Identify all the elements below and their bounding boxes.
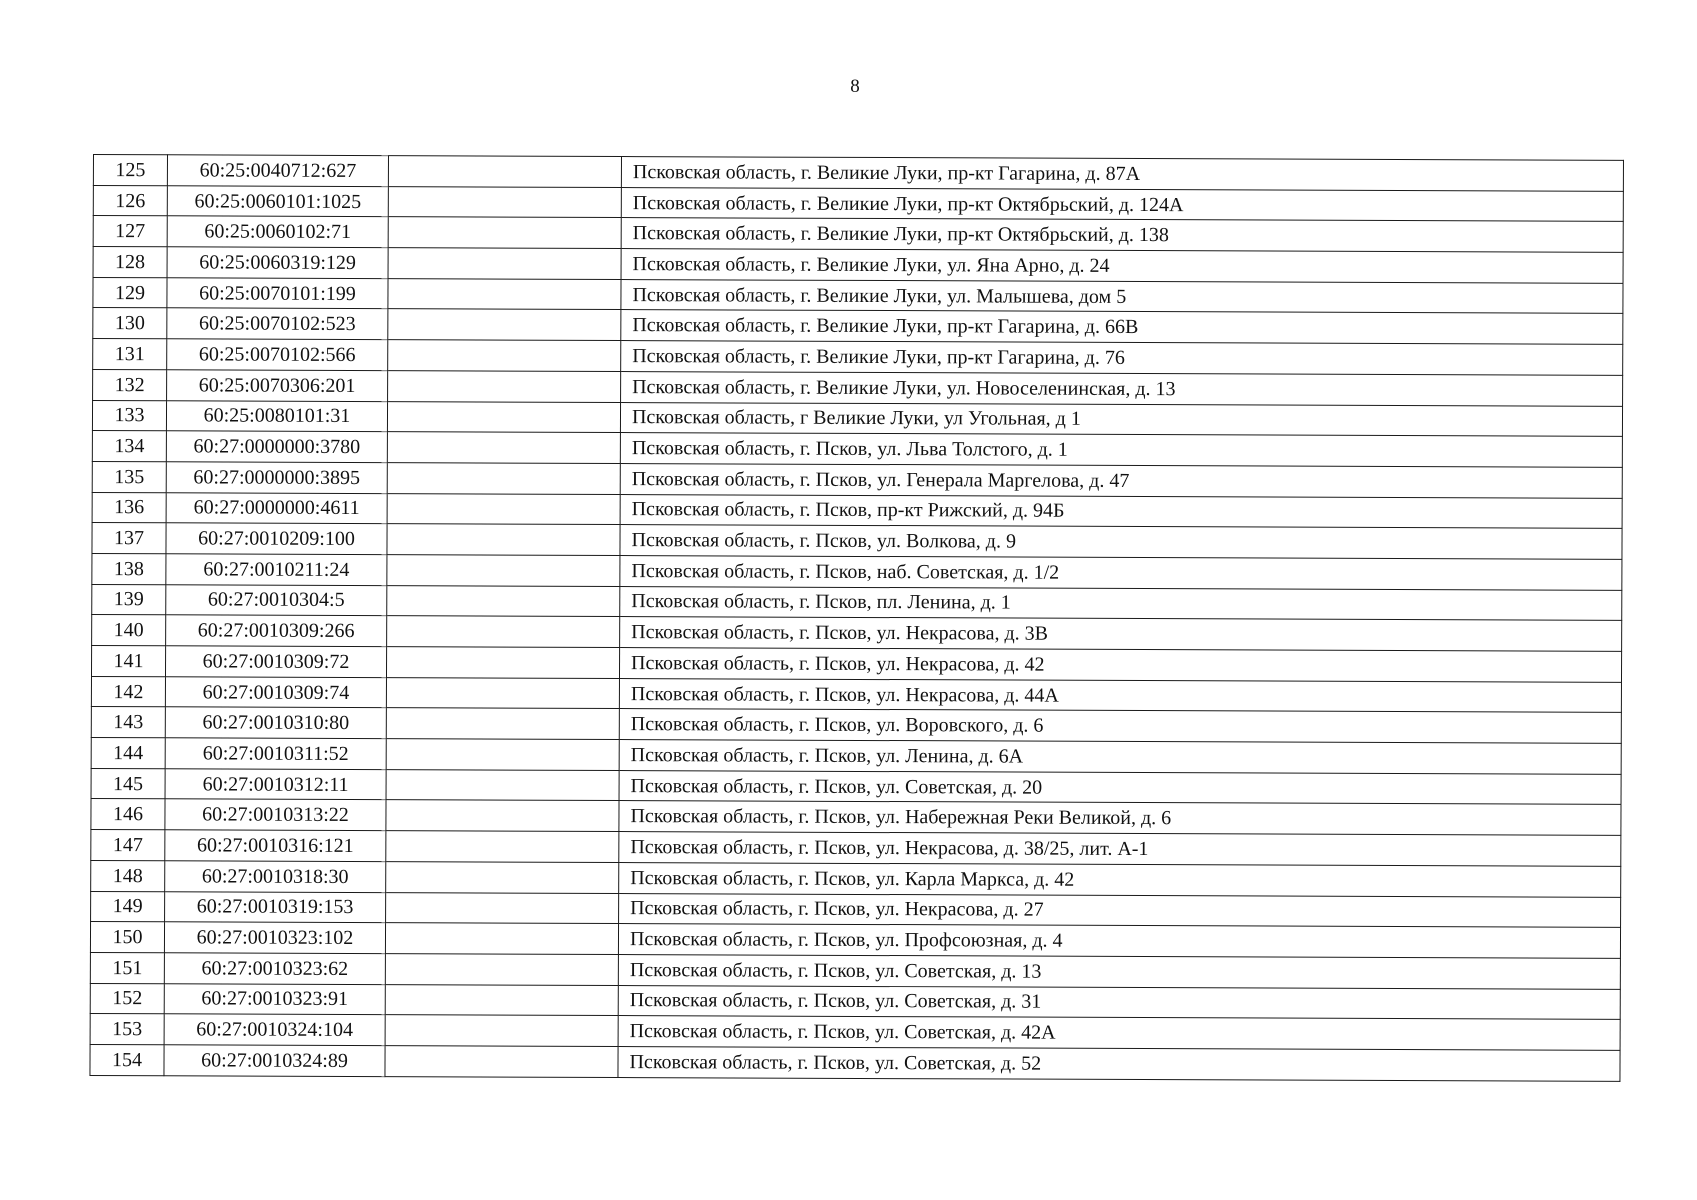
address-cell: Псковская область, г. Великие Луки, ул. Яна Арно, д. 24 [621, 249, 1623, 284]
row-number-cell: 132 [93, 369, 167, 400]
row-number-cell: 139 [92, 584, 166, 615]
empty-cell [387, 555, 620, 587]
address-cell: Псковская область, г. Псков, ул. Генерала Маргелова, д. 47 [620, 463, 1622, 498]
page-number: 8 [850, 76, 860, 97]
empty-cell [386, 800, 619, 832]
empty-cell [387, 585, 620, 617]
address-cell: Псковская область, г. Псков, ул. Советская, д. 42А [618, 1016, 1620, 1051]
cadastral-number-cell: 60:27:0010324:104 [164, 1014, 385, 1046]
row-number-cell: 146 [91, 799, 165, 830]
empty-cell [385, 984, 618, 1016]
address-cell: Псковская область, г. Псков, ул. Некрасова, д. 3В [620, 617, 1622, 652]
address-cell: Псковская область, г. Псков, ул. Советская, д. 20 [619, 770, 1621, 805]
cadastral-number-cell: 60:27:0010323:102 [164, 922, 385, 954]
row-number-cell: 145 [91, 768, 165, 799]
cadastral-number-cell: 60:27:0010319:153 [165, 891, 386, 923]
row-number-cell: 125 [93, 155, 167, 186]
row-number-cell: 147 [91, 830, 165, 861]
address-cell: Псковская область, г. Псков, ул. Некрасова, д. 44А [619, 678, 1621, 713]
row-number-cell: 154 [90, 1044, 164, 1075]
empty-cell [386, 769, 619, 801]
row-number-cell: 148 [91, 860, 165, 891]
row-number-cell: 127 [93, 216, 167, 247]
row-number-cell: 136 [92, 492, 166, 523]
row-number-cell: 150 [90, 922, 164, 953]
empty-cell [387, 493, 620, 525]
address-cell: Псковская область, г. Псков, ул. Воровского, д. 6 [619, 709, 1621, 744]
row-number-cell: 130 [93, 308, 167, 339]
row-number-cell: 129 [93, 277, 167, 308]
property-table-wrapper [89, 154, 1608, 1081]
cadastral-number-cell: 60:27:0010324:89 [164, 1045, 385, 1077]
address-cell: Псковская область, г. Псков, ул. Льва Толстого, д. 1 [620, 433, 1622, 468]
empty-cell [386, 831, 619, 863]
empty-cell [386, 708, 619, 740]
address-cell: Псковская область, г. Псков, ул. Волкова, д. 9 [620, 525, 1622, 560]
address-cell: Псковская область, г. Псков, ул. Ленина, д. 6А [619, 740, 1621, 775]
row-number-cell: 144 [91, 738, 165, 769]
row-number-cell: 134 [92, 431, 166, 462]
empty-cell [385, 923, 618, 955]
address-cell: Псковская область, г. Псков, ул. Советская, д. 13 [618, 954, 1620, 989]
cadastral-number-cell: 60:27:0010209:100 [166, 523, 387, 555]
cadastral-number-cell: 60:25:0070101:199 [167, 278, 388, 310]
address-cell: Псковская область, г Великие Луки, ул Угольная, д 1 [620, 402, 1622, 437]
cadastral-number-cell: 60:27:0000000:4611 [166, 492, 387, 524]
cadastral-number-cell: 60:27:0010323:91 [164, 983, 385, 1015]
empty-cell [388, 340, 621, 372]
cadastral-number-cell: 60:27:0010323:62 [164, 953, 385, 985]
address-cell: Псковская область, г. Великие Луки, ул. Малышева, дом 5 [621, 279, 1623, 314]
row-number-cell: 131 [93, 339, 167, 370]
cadastral-number-cell: 60:27:0010309:72 [165, 646, 386, 678]
property-table-body [90, 155, 1624, 1081]
cadastral-number-cell: 60:25:0060101:1025 [167, 185, 388, 217]
empty-cell [386, 861, 619, 893]
address-cell: Псковская область, г. Псков, ул. Некрасова, д. 42 [619, 648, 1621, 683]
cadastral-number-cell: 60:27:0010309:266 [166, 615, 387, 647]
cadastral-number-cell: 60:27:0010211:24 [166, 554, 387, 586]
empty-cell [387, 524, 620, 556]
row-number-cell: 141 [91, 645, 165, 676]
address-cell: Псковская область, г. Псков, ул. Некрасова, д. 38/25, лит. А-1 [619, 832, 1621, 867]
empty-cell [386, 677, 619, 709]
cadastral-number-cell: 60:25:0070306:201 [167, 370, 388, 402]
row-number-cell: 140 [92, 615, 166, 646]
address-cell: Псковская область, г. Псков, ул. Советская, д. 31 [618, 985, 1620, 1020]
address-cell: Псковская область, г. Псков, наб. Советская, д. 1/2 [620, 555, 1622, 590]
address-cell: Псковская область, г. Псков, пл. Ленина, д. 1 [620, 586, 1622, 621]
cadastral-number-cell: 60:25:0070102:523 [167, 308, 388, 340]
empty-cell [387, 432, 620, 464]
cadastral-number-cell: 60:27:0010309:74 [165, 676, 386, 708]
cadastral-number-cell: 60:25:0060102:71 [167, 216, 388, 248]
empty-cell [386, 739, 619, 771]
empty-cell [388, 278, 621, 310]
address-cell: Псковская область, г. Псков, ул. Карла Маркса, д. 42 [619, 862, 1621, 897]
row-number-cell: 126 [93, 185, 167, 216]
empty-cell [387, 463, 620, 495]
row-number-cell: 152 [90, 983, 164, 1014]
row-number-cell: 153 [90, 1014, 164, 1045]
empty-cell [385, 1046, 618, 1078]
empty-cell [386, 892, 619, 924]
cadastral-number-cell: 60:27:0010318:30 [165, 861, 386, 893]
row-number-cell: 149 [91, 891, 165, 922]
address-cell: Псковская область, г. Великие Луки, пр-кт Октябрьский, д. 124А [621, 187, 1623, 222]
empty-cell [388, 156, 621, 188]
row-number-cell: 138 [92, 553, 166, 584]
empty-cell [388, 309, 621, 341]
cadastral-number-cell: 60:25:0080101:31 [166, 400, 387, 432]
row-number-cell: 137 [92, 523, 166, 554]
row-number-cell: 151 [90, 952, 164, 983]
cadastral-number-cell: 60:27:0000000:3780 [166, 431, 387, 463]
cadastral-number-cell: 60:27:0010310:80 [165, 707, 386, 739]
address-cell: Псковская область, г. Великие Луки, ул. Новоселенинская, д. 13 [621, 371, 1623, 406]
row-number-cell: 143 [91, 707, 165, 738]
cadastral-number-cell: 60:27:0010311:52 [165, 738, 386, 770]
cadastral-number-cell: 60:27:0010304:5 [166, 584, 387, 616]
row-number-cell: 128 [93, 247, 167, 278]
address-cell: Псковская область, г. Великие Луки, пр-кт Гагарина, д. 87А [621, 157, 1623, 192]
cadastral-number-cell: 60:25:0040712:627 [167, 155, 388, 187]
row-number-cell: 135 [92, 461, 166, 492]
address-cell: Псковская область, г. Великие Луки, пр-кт Гагарина, д. 76 [621, 341, 1623, 376]
address-cell: Псковская область, г. Псков, пр-кт Рижский, д. 94Б [620, 494, 1622, 529]
empty-cell [388, 186, 621, 218]
address-cell: Псковская область, г. Псков, ул. Некрасова, д. 27 [619, 893, 1621, 928]
table-row [90, 1044, 1620, 1081]
property-table [89, 154, 1624, 1081]
empty-cell [388, 217, 621, 249]
row-number-cell: 142 [91, 676, 165, 707]
address-cell: Псковская область, г. Великие Луки, пр-кт Гагарина, д. 66В [621, 310, 1623, 345]
cadastral-number-cell: 60:27:0000000:3895 [166, 462, 387, 494]
address-cell: Псковская область, г. Великие Луки, пр-кт Октябрьский, д. 138 [621, 218, 1623, 253]
empty-cell [388, 248, 621, 280]
cadastral-number-cell: 60:27:0010312:11 [165, 769, 386, 801]
cadastral-number-cell: 60:27:0010316:121 [165, 830, 386, 862]
address-cell: Псковская область, г. Псков, ул. Профсоюзная, д. 4 [618, 924, 1620, 959]
empty-cell [387, 401, 620, 433]
address-cell: Псковская область, г. Псков, ул. Набережная Реки Великой, д. 6 [619, 801, 1621, 836]
row-number-cell: 133 [92, 400, 166, 431]
cadastral-number-cell: 60:25:0070102:566 [167, 339, 388, 371]
cadastral-number-cell: 60:25:0060319:129 [167, 247, 388, 279]
empty-cell [385, 954, 618, 986]
empty-cell [386, 647, 619, 679]
empty-cell [387, 616, 620, 648]
empty-cell [388, 370, 621, 402]
empty-cell [385, 1015, 618, 1047]
cadastral-number-cell: 60:27:0010313:22 [165, 799, 386, 831]
address-cell: Псковская область, г. Псков, ул. Советская, д. 52 [618, 1046, 1620, 1081]
